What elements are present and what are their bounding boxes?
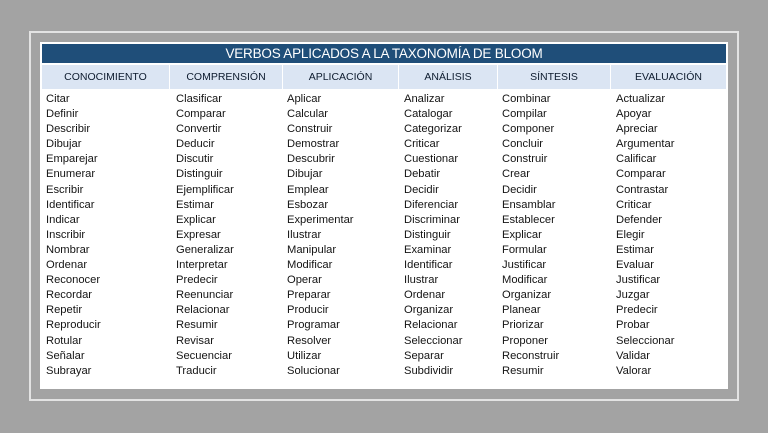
verb-item: Emparejar <box>46 153 98 166</box>
verb-item: Predecir <box>616 304 658 317</box>
verb-item: Descubrir <box>287 153 335 166</box>
verb-item: Compilar <box>502 108 547 121</box>
verb-item: Deducir <box>176 138 215 151</box>
verb-item: Explicar <box>176 213 216 226</box>
verb-item: Enumerar <box>46 168 96 181</box>
verb-item: Inscribir <box>46 228 86 241</box>
verb-item: Elegir <box>616 228 645 241</box>
verb-item: Contrastar <box>616 183 669 196</box>
verb-item: Distinguir <box>404 228 451 241</box>
header-aplicacion: APLICACIÓN <box>283 65 399 89</box>
verb-item: Separar <box>404 349 444 362</box>
verb-item: Combinar <box>502 93 551 105</box>
verb-item: Explicar <box>502 228 542 241</box>
verb-item: Valorar <box>616 364 652 377</box>
verb-item: Componer <box>502 123 555 136</box>
verb-item: Operar <box>287 274 322 287</box>
verb-item: Justificar <box>616 274 661 287</box>
verb-item: Ejemplificar <box>176 183 234 196</box>
verb-item: Estimar <box>176 198 214 211</box>
verb-item: Modificar <box>502 274 548 287</box>
verb-item: Resumir <box>176 319 218 332</box>
verb-item: Establecer <box>502 213 555 226</box>
header-sintesis: SÍNTESIS <box>498 65 611 89</box>
verb-item: Repetir <box>46 304 83 317</box>
verb-item: Dibujar <box>287 168 323 181</box>
table-title: VERBOS APLICADOS A LA TAXONOMÍA DE BLOOM <box>42 44 726 63</box>
verb-item: Programar <box>287 319 340 332</box>
verb-item: Reconstruir <box>502 349 560 362</box>
verb-item: Solucionar <box>287 364 340 377</box>
column-aplicacion <box>287 92 354 379</box>
bloom-verbs-table <box>40 42 728 389</box>
verb-item: Debatir <box>404 168 441 181</box>
verb-item: Estimar <box>616 243 654 256</box>
verb-item: Calificar <box>616 153 657 166</box>
verb-item: Secuenciar <box>176 349 232 362</box>
column-analisis <box>404 92 462 379</box>
verb-item: Traducir <box>176 364 217 377</box>
verb-item: Formular <box>502 243 547 256</box>
verb-item: Demostrar <box>287 138 340 151</box>
verb-item: Actualizar <box>616 93 666 105</box>
verb-item: Evaluar <box>616 259 654 272</box>
verb-item: Predecir <box>176 274 218 287</box>
verb-item: Manipular <box>287 243 337 256</box>
verb-item: Decidir <box>404 183 439 196</box>
verb-item: Relacionar <box>404 319 458 332</box>
verb-item: Dibujar <box>46 138 82 151</box>
verb-item: Clasificar <box>176 93 223 105</box>
verb-item: Citar <box>46 93 70 105</box>
verb-item: Juzgar <box>616 289 650 302</box>
verb-item: Identificar <box>46 198 95 211</box>
verb-item: Analizar <box>404 93 445 105</box>
verb-item: Justificar <box>502 259 547 272</box>
verb-item: Resolver <box>287 334 332 347</box>
verb-item: Revisar <box>176 334 214 347</box>
verb-item: Recordar <box>46 289 93 302</box>
verb-item: Criticar <box>616 198 652 211</box>
verb-item: Rotular <box>46 334 83 347</box>
verb-item: Reproducir <box>46 319 101 332</box>
verb-item: Subdividir <box>404 364 454 377</box>
verb-item: Diferenciar <box>404 198 459 211</box>
verb-item: Catalogar <box>404 108 453 121</box>
verb-item: Aplicar <box>287 93 322 105</box>
verb-item: Generalizar <box>176 243 234 256</box>
verb-item: Discutir <box>176 153 214 166</box>
verb-item: Producir <box>287 304 329 317</box>
verb-item: Argumentar <box>616 138 675 151</box>
verb-item: Seleccionar <box>616 334 675 347</box>
verb-item: Emplear <box>287 183 329 196</box>
verb-item: Identificar <box>404 259 453 272</box>
verb-item: Apoyar <box>616 108 652 121</box>
verb-item: Comparar <box>616 168 666 181</box>
verb-item: Priorizar <box>502 319 544 332</box>
verb-item: Esbozar <box>287 198 329 211</box>
verb-item: Preparar <box>287 289 331 302</box>
verb-item: Utilizar <box>287 349 322 362</box>
verb-item: Ilustrar <box>404 274 439 287</box>
verb-item: Expresar <box>176 228 221 241</box>
column-sintesis <box>502 92 559 379</box>
verb-item: Seleccionar <box>404 334 463 347</box>
verb-item: Resumir <box>502 364 544 377</box>
verb-item: Interpretar <box>176 259 228 272</box>
verb-item: Discriminar <box>404 213 460 226</box>
verb-item: Examinar <box>404 243 452 256</box>
verb-item: Relacionar <box>176 304 230 317</box>
verb-item: Indicar <box>46 213 80 226</box>
verb-item: Ensamblar <box>502 198 556 211</box>
column-conocimiento <box>46 92 101 379</box>
verb-item: Modificar <box>287 259 333 272</box>
verb-item: Apreciar <box>616 123 658 136</box>
verb-item: Defender <box>616 213 663 226</box>
verb-item: Describir <box>46 123 91 136</box>
verb-item: Categorizar <box>404 123 462 136</box>
verb-item: Proponer <box>502 334 549 347</box>
verb-item: Concluir <box>502 138 544 151</box>
verb-item: Subrayar <box>46 364 92 377</box>
verb-item: Señalar <box>46 349 85 362</box>
column-comprension <box>176 92 234 379</box>
verb-item: Criticar <box>404 138 440 151</box>
verb-item: Reenunciar <box>176 289 234 302</box>
verb-item: Organizar <box>404 304 454 317</box>
verb-item: Decidir <box>502 183 537 196</box>
verb-item: Calcular <box>287 108 329 121</box>
verb-item: Ordenar <box>46 259 88 272</box>
header-conocimiento: CONOCIMIENTO <box>42 65 170 89</box>
verb-item: Probar <box>616 319 650 332</box>
verb-item: Construir <box>287 123 333 136</box>
verb-item: Nombrar <box>46 243 90 256</box>
verb-item: Validar <box>616 349 650 362</box>
verb-item: Escribir <box>46 183 84 196</box>
header-analisis: ANÁLISIS <box>399 65 498 89</box>
verb-item: Distinguir <box>176 168 223 181</box>
verb-item: Ordenar <box>404 289 446 302</box>
header-comprension: COMPRENSIÓN <box>170 65 283 89</box>
verb-item: Cuestionar <box>404 153 459 166</box>
header-evaluacion: EVALUACIÓN <box>611 65 726 89</box>
verb-item: Comparar <box>176 108 226 121</box>
verb-item: Crear <box>502 168 530 181</box>
verb-item: Experimentar <box>287 213 354 226</box>
verb-item: Construir <box>502 153 548 166</box>
verb-item: Definir <box>46 108 79 121</box>
verb-item: Organizar <box>502 289 552 302</box>
verb-item: Ilustrar <box>287 228 322 241</box>
verb-item: Planear <box>502 304 541 317</box>
column-evaluacion <box>616 92 674 379</box>
header-row <box>42 65 726 89</box>
verb-item: Convertir <box>176 123 222 136</box>
verb-item: Reconocer <box>46 274 101 287</box>
